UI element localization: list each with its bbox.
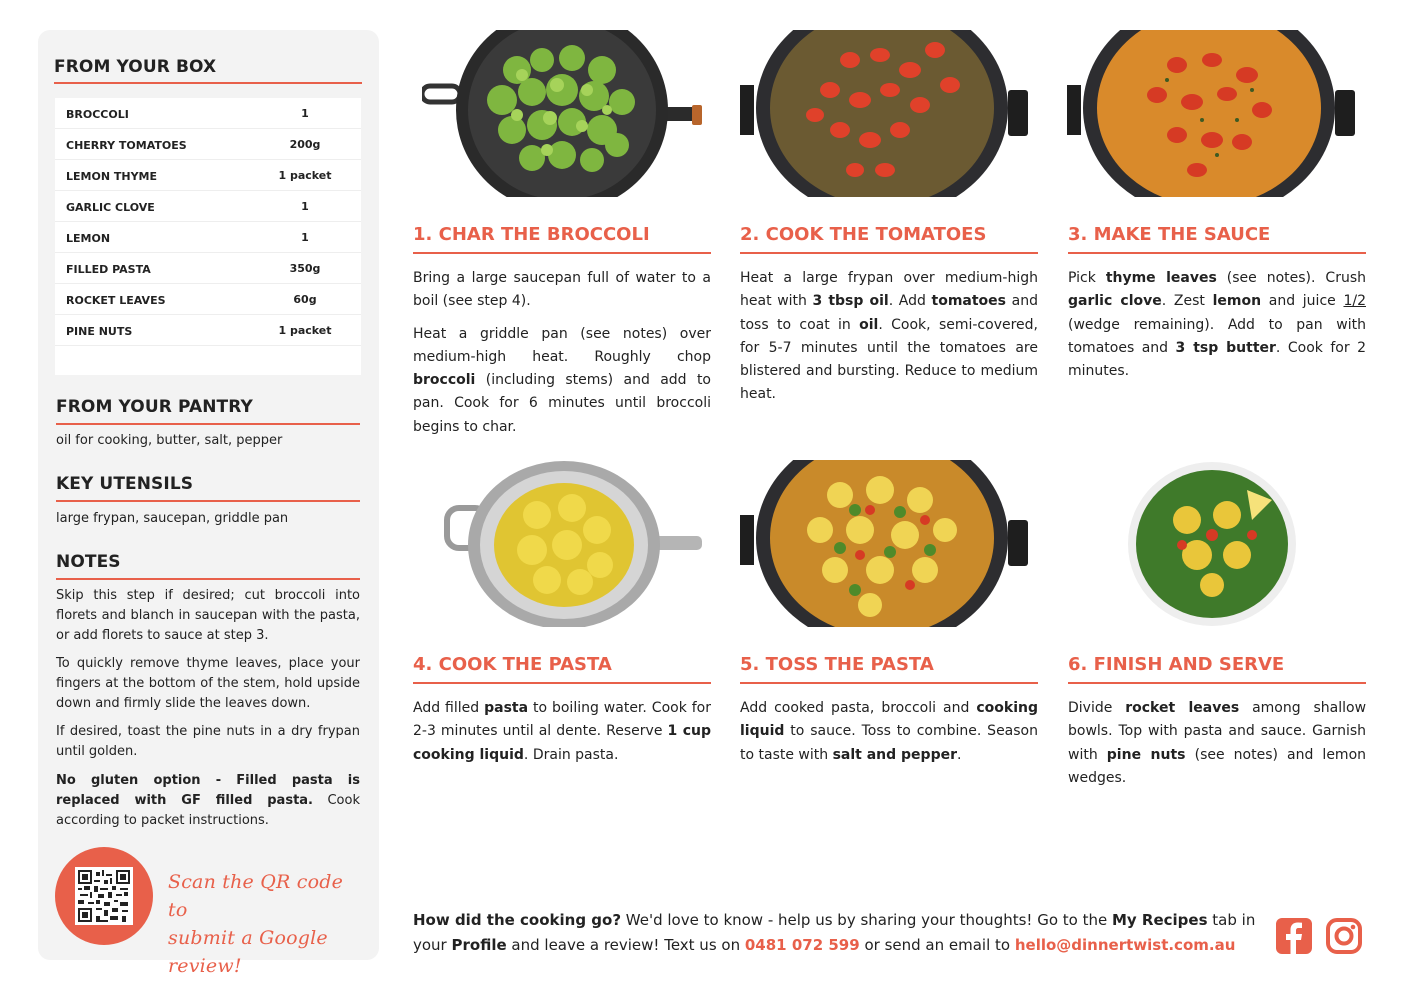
note-3: If desired, toast the pine nuts in a dry frypan until golden. xyxy=(56,724,360,759)
ingredients-sidebar xyxy=(38,30,379,977)
served-bowl-image xyxy=(1067,460,1357,627)
ingredient-qty: 350g xyxy=(289,262,321,275)
note-gluten xyxy=(56,771,360,831)
note-2: To quickly remove thyme leaves, place your fingers at the bottom of the stem, hold upside down and firmly slide the leaves down. xyxy=(56,656,360,711)
step-1-body xyxy=(413,267,711,448)
sauce-pan-image xyxy=(1067,30,1357,197)
divider xyxy=(740,252,1038,254)
review-prompt: How did the cooking go? We'd love to know - help us by sharing your thoughts! Go to the My Recipes tab in your Profile and leave a review! Text us on 0481 072 599 or send an email to hello@dinnertwist.com.au xyxy=(413,911,1256,954)
ingredients-table xyxy=(55,98,361,375)
ingredient-qty: 1 xyxy=(301,231,309,244)
table-row xyxy=(55,315,361,346)
ingredient-qty: 200g xyxy=(289,138,321,151)
divider xyxy=(413,252,711,254)
facebook-icon[interactable] xyxy=(1275,917,1313,955)
step-5-para: Add cooked pasta, broccoli and cooking liquid to sauce. Toss to combine. Season to taste with salt and pepper. xyxy=(740,700,1038,763)
divider xyxy=(56,423,360,425)
ingredient-qty: 1 xyxy=(301,200,309,213)
step-2-para: Heat a large frypan over medium-high heat with 3 tbsp oil. Add tomatoes and toss to coat in oil. Cook, semi-covered, for 5-7 minutes until the tomatoes are blistered and bursting. Reduce to medium heat. xyxy=(740,270,1038,403)
step-5-title: 5. TOSS THE PASTA xyxy=(740,654,934,675)
ingredient-name: BROCCOLI xyxy=(66,108,129,121)
note-1: Skip this step if desired; cut broccoli into florets and blanch in saucepan with the pasta, or add florets to sauce at step 3. xyxy=(56,588,360,643)
step-6-title: 6. FINISH AND SERVE xyxy=(1068,654,1285,675)
qr-caption xyxy=(168,868,368,980)
tomatoes-pan-image xyxy=(740,30,1030,197)
divider xyxy=(56,578,360,580)
gluten-rest: Cook according to packet instructions. xyxy=(56,793,360,828)
from-box-title: FROM YOUR BOX xyxy=(54,57,217,77)
utensils-title: KEY UTENSILS xyxy=(56,474,194,494)
ingredient-name: GARLIC CLOVE xyxy=(66,201,155,214)
step-1-para-2: Heat a griddle pan (see notes) over medium-high heat. Roughly chop broccoli (including stems) and add to pan. Cook for 6 minutes until broccoli begins to char. xyxy=(413,325,711,435)
table-row xyxy=(55,98,361,129)
step-6-body xyxy=(1068,697,1366,799)
qr-pattern xyxy=(78,870,130,922)
ingredient-name: FILLED PASTA xyxy=(66,263,151,276)
step-5-body xyxy=(740,697,1038,776)
utensils-text: large frypan, saucepan, griddle pan xyxy=(56,511,289,526)
qr-caption-line-1: Scan the QR code to xyxy=(168,871,344,921)
step-4-body xyxy=(413,697,711,776)
ingredient-name: LEMON THYME xyxy=(66,170,157,183)
step-3-para: Pick thyme leaves (see notes). Crush garlic clove. Zest lemon and juice 1/2 (wedge remaining). Add to pan with tomatoes and 3 tsp butter. Cook for 2 minutes. xyxy=(1068,270,1367,380)
qr-badge xyxy=(55,847,153,945)
step-3-title: 3. MAKE THE SAUCE xyxy=(1068,224,1271,245)
email-link[interactable]: hello@dinnertwist.com.au xyxy=(1014,936,1236,954)
ingredient-name: LEMON xyxy=(66,232,111,245)
divider xyxy=(1068,252,1366,254)
divider xyxy=(1068,682,1366,684)
ingredient-qty: 60g xyxy=(293,293,317,306)
ingredient-qty: 1 xyxy=(301,107,309,120)
step-2-title: 2. COOK THE TOMATOES xyxy=(740,224,987,245)
tossed-pasta-image xyxy=(740,460,1030,627)
table-row xyxy=(55,222,361,253)
table-row xyxy=(55,284,361,315)
divider xyxy=(54,82,362,84)
step-2-body xyxy=(740,267,1038,416)
ingredient-name: ROCKET LEAVES xyxy=(66,294,166,307)
ingredient-name: PINE NUTS xyxy=(66,325,133,338)
pantry-title: FROM YOUR PANTRY xyxy=(56,397,253,417)
qr-code[interactable] xyxy=(75,867,133,925)
ingredient-name: CHERRY TOMATOES xyxy=(66,139,187,152)
step-3-body xyxy=(1068,267,1366,392)
ingredient-qty: 1 packet xyxy=(278,324,332,337)
divider xyxy=(56,500,360,502)
pasta-pot-image xyxy=(422,460,712,627)
gluten-bold: No gluten option - Filled pasta is replaced with GF filled pasta. xyxy=(56,773,360,808)
ingredient-qty: 1 packet xyxy=(278,169,332,182)
pantry-text: oil for cooking, butter, salt, pepper xyxy=(56,433,283,448)
table-row xyxy=(55,191,361,222)
table-row xyxy=(55,129,361,160)
phone-link[interactable]: 0481 072 599 xyxy=(744,936,860,954)
step-4-para: Add filled pasta to boiling water. Cook for 2-3 minutes until al dente. Reserve 1 cup cooking liquid. Drain pasta. xyxy=(413,700,711,763)
step-4-title: 4. COOK THE PASTA xyxy=(413,654,612,675)
step-1-title: 1. CHAR THE BROCCOLI xyxy=(413,224,650,245)
divider xyxy=(413,682,711,684)
instagram-icon[interactable] xyxy=(1325,917,1363,955)
qr-caption-line-2: submit a Google review! xyxy=(168,927,328,977)
divider xyxy=(740,682,1038,684)
step-1-para-1: Bring a large saucepan full of water to a boil (see step 4). xyxy=(413,270,711,310)
notes-title: NOTES xyxy=(56,552,121,572)
table-row xyxy=(55,253,361,284)
table-row xyxy=(55,160,361,191)
step-6-para: Divide rocket leaves among shallow bowls. Top with pasta and sauce. Garnish with pine nuts (see notes) and lemon wedges. xyxy=(1068,700,1367,786)
broccoli-pan-image xyxy=(422,30,712,197)
